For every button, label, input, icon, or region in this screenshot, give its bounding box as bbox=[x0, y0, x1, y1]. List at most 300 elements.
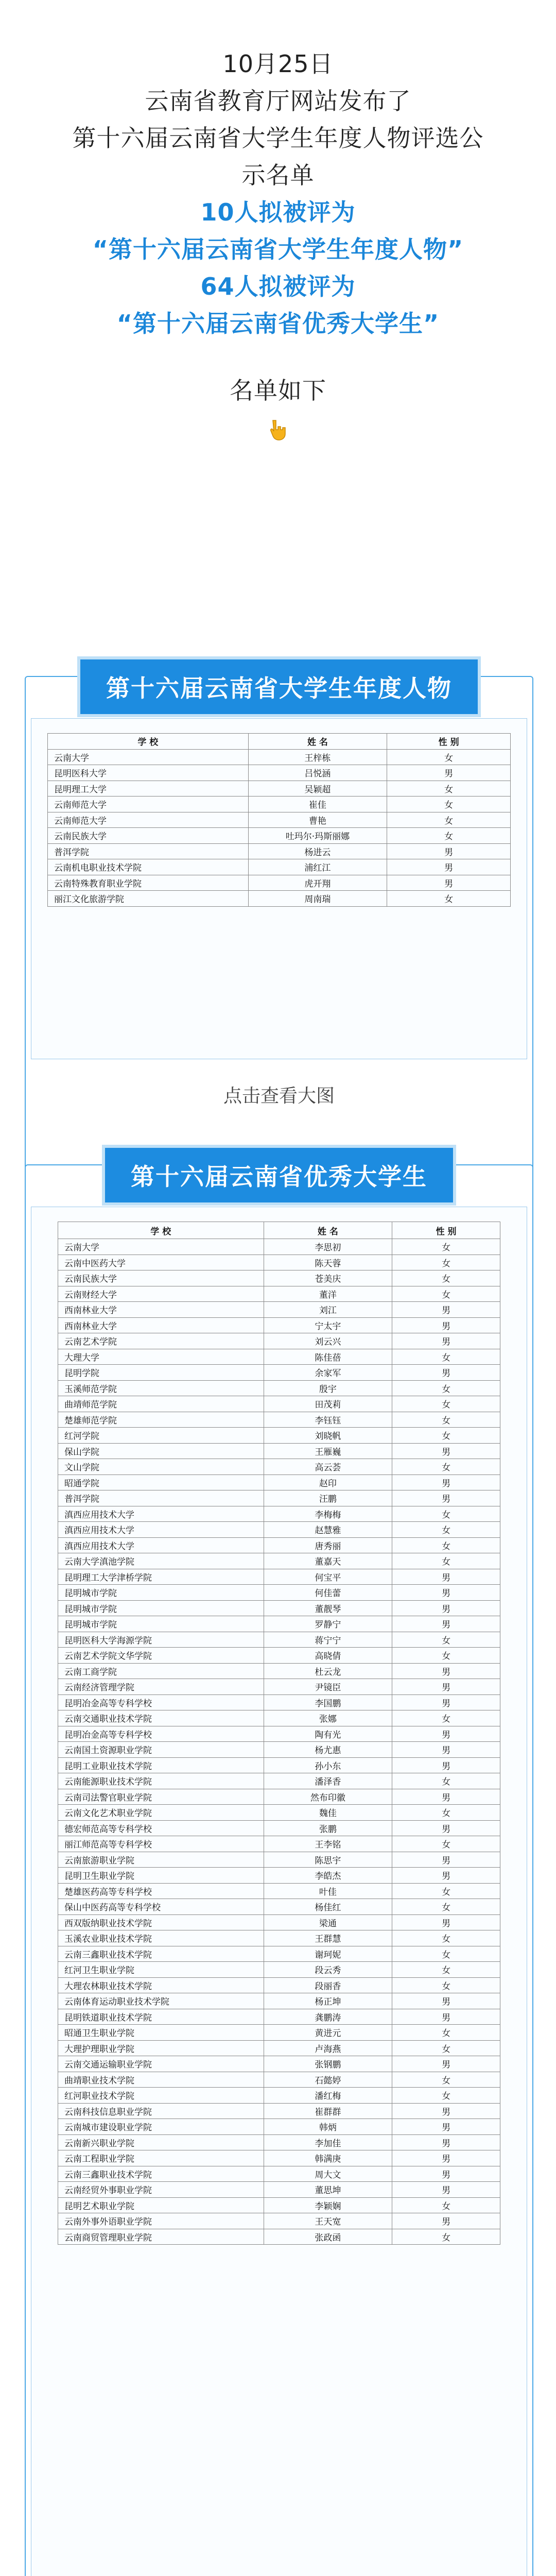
table-row bbox=[58, 1569, 500, 1585]
cell-gender: 女 bbox=[392, 1710, 500, 1726]
col-header-gender: 性 别 bbox=[387, 734, 511, 750]
cell-name: 何佳蕾 bbox=[264, 1585, 392, 1601]
cell-name: 罗静宁 bbox=[264, 1616, 392, 1632]
cell-school: 德宏师范高等专科学校 bbox=[58, 1820, 264, 1836]
table-row bbox=[58, 2072, 500, 2088]
table-row bbox=[58, 1553, 500, 1569]
table-row bbox=[58, 2025, 500, 2041]
cell-school: 丽江文化旅游学院 bbox=[48, 891, 249, 907]
cell-gender: 女 bbox=[392, 1506, 500, 1522]
table-row bbox=[58, 1694, 500, 1710]
cell-name: 田茂莉 bbox=[264, 1396, 392, 1412]
table-row bbox=[48, 749, 511, 765]
annual-figures-card bbox=[25, 676, 533, 1198]
cell-name: 石懿婷 bbox=[264, 2072, 392, 2088]
cell-gender: 男 bbox=[392, 2182, 500, 2198]
table-row bbox=[48, 843, 511, 859]
outstanding-students-title-box bbox=[102, 1145, 456, 1206]
cell-school: 云南交通职业技术学院 bbox=[58, 1710, 264, 1726]
cell-school: 云南艺术学院 bbox=[58, 1333, 264, 1349]
cell-name: 李加佳 bbox=[264, 2134, 392, 2150]
cell-name: 李梅梅 bbox=[264, 1506, 392, 1522]
table-row bbox=[58, 1914, 500, 1930]
cell-gender: 女 bbox=[392, 1459, 500, 1475]
table-row bbox=[48, 796, 511, 812]
table-row bbox=[58, 2088, 500, 2104]
cell-name: 蒋宁宁 bbox=[264, 1632, 392, 1648]
cell-gender: 男 bbox=[392, 1820, 500, 1836]
cell-gender: 女 bbox=[392, 1930, 500, 1946]
cell-gender: 男 bbox=[392, 1600, 500, 1616]
pointing-down-hand-icon bbox=[266, 416, 290, 441]
intro-highlight-1: 10人拟被评为 bbox=[200, 198, 356, 226]
table-row bbox=[58, 1428, 500, 1444]
col-header-name: 姓 名 bbox=[248, 734, 387, 750]
cell-school: 昆明医科大学海源学院 bbox=[58, 1632, 264, 1648]
outstanding-students-card bbox=[25, 1164, 533, 2576]
cell-name: 董思坤 bbox=[264, 2182, 392, 2198]
cell-school: 云南工程职业学院 bbox=[58, 2150, 264, 2166]
cell-school: 楚雄师范学院 bbox=[58, 1412, 264, 1428]
intro-line-1: 云南省教育厅网站发布了 bbox=[145, 87, 411, 115]
col-header-school: 学 校 bbox=[48, 734, 249, 750]
cell-gender: 女 bbox=[392, 1239, 500, 1255]
cell-school: 昆明城市学院 bbox=[58, 1616, 264, 1632]
cell-name: 孙小东 bbox=[264, 1757, 392, 1773]
cell-name: 何宝平 bbox=[264, 1569, 392, 1585]
table-row bbox=[58, 1600, 500, 1616]
cell-gender: 女 bbox=[392, 1412, 500, 1428]
cell-gender: 男 bbox=[392, 2119, 500, 2135]
cell-school: 云南大学 bbox=[48, 749, 249, 765]
cell-gender: 女 bbox=[392, 1632, 500, 1648]
cell-school: 红河学院 bbox=[58, 1428, 264, 1444]
cell-name: 尹镜臣 bbox=[264, 1679, 392, 1695]
table-row bbox=[58, 1522, 500, 1538]
table-row bbox=[58, 1365, 500, 1381]
table-row bbox=[48, 891, 511, 907]
cell-school: 大理护理职业学院 bbox=[58, 2040, 264, 2056]
cell-name: 杨尤惠 bbox=[264, 1742, 392, 1758]
cell-school: 云南艺术学院文华学院 bbox=[58, 1648, 264, 1664]
cell-school: 云南工商学院 bbox=[58, 1663, 264, 1679]
cell-name: 然布印徽 bbox=[264, 1789, 392, 1805]
table-row bbox=[58, 2182, 500, 2198]
cell-name: 韩满庚 bbox=[264, 2150, 392, 2166]
cell-school: 云南体育运动职业技术学院 bbox=[58, 1993, 264, 2009]
cell-gender: 女 bbox=[392, 1553, 500, 1569]
table-row bbox=[48, 812, 511, 828]
cell-school: 云南特殊教育职业学院 bbox=[48, 875, 249, 891]
cell-gender: 男 bbox=[392, 1616, 500, 1632]
cell-gender: 女 bbox=[392, 2197, 500, 2213]
table-row bbox=[58, 1899, 500, 1915]
cell-school: 云南经贸外事职业学院 bbox=[58, 2182, 264, 2198]
cell-name: 张鹏 bbox=[264, 1820, 392, 1836]
table-row bbox=[58, 2197, 500, 2213]
col-header-name: 姓 名 bbox=[264, 1222, 392, 1239]
cell-school: 普洱学院 bbox=[58, 1490, 264, 1506]
cell-gender: 女 bbox=[387, 891, 511, 907]
table-row bbox=[58, 1239, 500, 1255]
col-header-school: 学 校 bbox=[58, 1222, 264, 1239]
cell-gender: 男 bbox=[392, 1852, 500, 1868]
intro-date: 10月25日 bbox=[222, 50, 334, 78]
cell-name: 吴颖超 bbox=[248, 781, 387, 796]
cell-name: 杜云龙 bbox=[264, 1663, 392, 1679]
col-header-gender: 性 别 bbox=[392, 1222, 500, 1239]
cell-school: 昆明冶金高等专科学校 bbox=[58, 1694, 264, 1710]
table-row bbox=[58, 1459, 500, 1475]
cell-name: 李钰钰 bbox=[264, 1412, 392, 1428]
cell-school: 云南师范大学 bbox=[48, 796, 249, 812]
table-row bbox=[58, 2056, 500, 2072]
cell-name: 刘晓帆 bbox=[264, 1428, 392, 1444]
cell-school: 滇西应用技术大学 bbox=[58, 1506, 264, 1522]
cell-gender: 男 bbox=[387, 843, 511, 859]
cell-gender: 女 bbox=[392, 1537, 500, 1553]
cell-gender: 男 bbox=[392, 1365, 500, 1381]
cell-gender: 女 bbox=[392, 1648, 500, 1664]
annual-figures-title: 第十六届云南省大学生年度人物 bbox=[77, 656, 481, 717]
cell-gender: 女 bbox=[392, 1836, 500, 1852]
cell-gender: 女 bbox=[392, 2072, 500, 2088]
cell-school: 云南文化艺术职业学院 bbox=[58, 1805, 264, 1821]
cell-school: 昆明理工大学 bbox=[48, 781, 249, 796]
cell-gender: 男 bbox=[392, 2213, 500, 2229]
cell-school: 云南国土资源职业学院 bbox=[58, 1742, 264, 1758]
cell-gender: 男 bbox=[392, 2166, 500, 2182]
cell-name: 黄进元 bbox=[264, 2025, 392, 2041]
cell-school: 大理大学 bbox=[58, 1349, 264, 1365]
cell-name: 杨佳红 bbox=[264, 1899, 392, 1915]
cell-school: 保山学院 bbox=[58, 1443, 264, 1459]
cell-gender: 男 bbox=[392, 1569, 500, 1585]
table-row bbox=[48, 859, 511, 875]
cell-school: 云南旅游职业学院 bbox=[58, 1852, 264, 1868]
cell-name: 王雁巍 bbox=[264, 1443, 392, 1459]
cell-name: 潘红梅 bbox=[264, 2088, 392, 2104]
intro-highlight-4: “第十六届云南省优秀大学生” bbox=[116, 310, 440, 337]
cell-school: 昆明冶金高等专科学校 bbox=[58, 1726, 264, 1742]
table-row bbox=[58, 2229, 500, 2245]
cell-gender: 男 bbox=[392, 1663, 500, 1679]
cell-name: 梁通 bbox=[264, 1914, 392, 1930]
cell-gender: 女 bbox=[392, 2088, 500, 2104]
outstanding-students-table bbox=[58, 1222, 500, 2245]
cell-name: 王群慧 bbox=[264, 1930, 392, 1946]
cell-name: 张娜 bbox=[264, 1710, 392, 1726]
cell-school: 云南新兴职业学院 bbox=[58, 2134, 264, 2150]
cell-school: 云南三鑫职业技术学院 bbox=[58, 2166, 264, 2182]
cell-gender: 女 bbox=[387, 781, 511, 796]
outstanding-students-image[interactable] bbox=[31, 1207, 527, 2576]
view-large-image-caption[interactable]: 点击查看大图 bbox=[223, 1086, 335, 1107]
cell-school: 云南司法警官职业学院 bbox=[58, 1789, 264, 1805]
cell-gender: 男 bbox=[392, 1490, 500, 1506]
table-row bbox=[58, 2213, 500, 2229]
intro-section bbox=[0, 0, 556, 441]
cell-name: 崔佳 bbox=[248, 796, 387, 812]
cell-school: 滇西应用技术大学 bbox=[58, 1522, 264, 1538]
cell-gender: 男 bbox=[387, 875, 511, 891]
cell-name: 王天宽 bbox=[264, 2213, 392, 2229]
cell-name: 虎开翔 bbox=[248, 875, 387, 891]
table-row bbox=[58, 2119, 500, 2135]
table-row bbox=[58, 1616, 500, 1632]
cell-gender: 男 bbox=[392, 1789, 500, 1805]
cell-gender: 女 bbox=[392, 1962, 500, 1978]
cell-gender: 女 bbox=[392, 1805, 500, 1821]
cell-school: 曲靖师范学院 bbox=[58, 1396, 264, 1412]
table-row bbox=[48, 781, 511, 796]
cell-name: 段云秀 bbox=[264, 1962, 392, 1978]
cell-name: 李国鹏 bbox=[264, 1694, 392, 1710]
table-row bbox=[58, 2009, 500, 2025]
table-row bbox=[58, 1962, 500, 1978]
table-row bbox=[58, 1993, 500, 2009]
table-row bbox=[58, 1757, 500, 1773]
table-row bbox=[48, 875, 511, 891]
cell-school: 昆明艺术职业学院 bbox=[58, 2197, 264, 2213]
cell-name: 高晓倩 bbox=[264, 1648, 392, 1664]
cell-school: 云南商贸管理职业学院 bbox=[58, 2229, 264, 2245]
table-row bbox=[58, 1490, 500, 1506]
cell-school: 玉溪师范学院 bbox=[58, 1380, 264, 1396]
table-row bbox=[58, 2103, 500, 2119]
cell-school: 文山学院 bbox=[58, 1459, 264, 1475]
cell-school: 昆明城市学院 bbox=[58, 1585, 264, 1601]
table-row bbox=[58, 1852, 500, 1868]
table-row bbox=[58, 1412, 500, 1428]
cell-school: 云南科技信息职业学院 bbox=[58, 2103, 264, 2119]
cell-school: 红河卫生职业学院 bbox=[58, 1962, 264, 1978]
cell-name: 刘云兴 bbox=[264, 1333, 392, 1349]
cell-name: 卢海燕 bbox=[264, 2040, 392, 2056]
table-row bbox=[58, 1286, 500, 1302]
list-below-text: 名单如下 bbox=[230, 377, 326, 404]
cell-school: 保山中医药高等专科学校 bbox=[58, 1899, 264, 1915]
table-row bbox=[58, 1255, 500, 1270]
cell-gender: 女 bbox=[392, 1396, 500, 1412]
cell-school: 大理农林职业技术学院 bbox=[58, 1977, 264, 1993]
cell-gender: 男 bbox=[392, 2056, 500, 2072]
table-row bbox=[58, 1789, 500, 1805]
cell-school: 普洱学院 bbox=[48, 843, 249, 859]
table-row bbox=[58, 2150, 500, 2166]
cell-school: 昆明工业职业技术学院 bbox=[58, 1757, 264, 1773]
table-row bbox=[58, 1380, 500, 1396]
cell-name: 陈思宇 bbox=[264, 1852, 392, 1868]
cell-gender: 女 bbox=[392, 1899, 500, 1915]
cell-name: 吐玛尔·玛斯丽娜 bbox=[248, 828, 387, 844]
table-row bbox=[58, 1930, 500, 1946]
cell-school: 云南外事外语职业学院 bbox=[58, 2213, 264, 2229]
table-row bbox=[58, 1475, 500, 1490]
cell-gender: 女 bbox=[392, 1349, 500, 1365]
cell-gender: 女 bbox=[392, 1977, 500, 1993]
cell-name: 余家军 bbox=[264, 1365, 392, 1381]
cell-school: 云南交通运输职业学院 bbox=[58, 2056, 264, 2072]
cell-gender: 女 bbox=[392, 1883, 500, 1899]
cell-school: 云南中医药大学 bbox=[58, 1255, 264, 1270]
cell-name: 汪鹏 bbox=[264, 1490, 392, 1506]
cell-name: 吕悦涵 bbox=[248, 765, 387, 781]
cell-gender: 男 bbox=[392, 1868, 500, 1884]
table-row bbox=[58, 1349, 500, 1365]
cell-gender: 女 bbox=[392, 1946, 500, 1962]
cell-gender: 男 bbox=[392, 1475, 500, 1490]
cell-name: 韩炳 bbox=[264, 2119, 392, 2135]
cell-name: 曹艳 bbox=[248, 812, 387, 828]
table-row bbox=[58, 1742, 500, 1758]
cell-gender: 男 bbox=[392, 2103, 500, 2119]
table-row bbox=[58, 1679, 500, 1695]
intro-line-3: 示名单 bbox=[241, 161, 315, 189]
cell-name: 魏佳 bbox=[264, 1805, 392, 1821]
cell-gender: 男 bbox=[392, 1914, 500, 1930]
cell-gender: 女 bbox=[392, 1773, 500, 1789]
cell-school: 云南三鑫职业技术学院 bbox=[58, 1946, 264, 1962]
table-row bbox=[58, 1805, 500, 1821]
cell-gender: 男 bbox=[392, 2150, 500, 2166]
cell-school: 昭通学院 bbox=[58, 1475, 264, 1490]
cell-school: 云南民族大学 bbox=[48, 828, 249, 844]
table-row bbox=[58, 1726, 500, 1742]
table-row bbox=[58, 1663, 500, 1679]
cell-gender: 男 bbox=[392, 1333, 500, 1349]
cell-name: 陶有光 bbox=[264, 1726, 392, 1742]
cell-school: 昆明铁道职业技术学院 bbox=[58, 2009, 264, 2025]
table-row bbox=[58, 1333, 500, 1349]
cell-gender: 男 bbox=[392, 2134, 500, 2150]
cell-name: 叶佳 bbox=[264, 1883, 392, 1899]
cell-gender: 男 bbox=[392, 2009, 500, 2025]
outstanding-students-title: 第十六届云南省优秀大学生 bbox=[102, 1145, 456, 1206]
cell-school: 云南师范大学 bbox=[48, 812, 249, 828]
cell-name: 赵慧雅 bbox=[264, 1522, 392, 1538]
cell-school: 云南大学 bbox=[58, 1239, 264, 1255]
cell-name: 段丽香 bbox=[264, 1977, 392, 1993]
table-row bbox=[58, 1317, 500, 1333]
cell-name: 王梓栋 bbox=[248, 749, 387, 765]
cell-gender: 女 bbox=[392, 1270, 500, 1286]
annual-figures-image[interactable] bbox=[31, 718, 527, 1059]
table-row bbox=[48, 765, 511, 781]
cell-gender: 男 bbox=[392, 1694, 500, 1710]
cell-gender: 女 bbox=[392, 1428, 500, 1444]
cell-school: 云南城市建设职业学院 bbox=[58, 2119, 264, 2135]
cell-name: 高云荟 bbox=[264, 1459, 392, 1475]
cell-gender: 男 bbox=[392, 1993, 500, 2009]
cell-school: 云南机电职业技术学院 bbox=[48, 859, 249, 875]
table-row bbox=[58, 1537, 500, 1553]
cell-school: 云南能源职业技术学院 bbox=[58, 1773, 264, 1789]
cell-name: 张政函 bbox=[264, 2229, 392, 2245]
cell-gender: 女 bbox=[392, 1522, 500, 1538]
cell-name: 刘江 bbox=[264, 1302, 392, 1318]
table-row bbox=[58, 1648, 500, 1664]
table-row bbox=[58, 2134, 500, 2150]
table-row bbox=[58, 1396, 500, 1412]
cell-gender: 女 bbox=[387, 796, 511, 812]
cell-name: 苍美庆 bbox=[264, 1270, 392, 1286]
cell-name: 浦红江 bbox=[248, 859, 387, 875]
cell-name: 谢珂妮 bbox=[264, 1946, 392, 1962]
cell-gender: 女 bbox=[387, 749, 511, 765]
cell-name: 李皓杰 bbox=[264, 1868, 392, 1884]
cell-name: 陈佳蓓 bbox=[264, 1349, 392, 1365]
cell-gender: 女 bbox=[392, 2025, 500, 2041]
cell-gender: 女 bbox=[387, 828, 511, 844]
cell-school: 曲靖职业技术学院 bbox=[58, 2072, 264, 2088]
cell-school: 云南经济管理学院 bbox=[58, 1679, 264, 1695]
table-row bbox=[58, 1868, 500, 1884]
cell-school: 云南民族大学 bbox=[58, 1270, 264, 1286]
cell-school: 昆明卫生职业学院 bbox=[58, 1868, 264, 1884]
cell-school: 昭通卫生职业学院 bbox=[58, 2025, 264, 2041]
table-row bbox=[58, 1270, 500, 1286]
cell-school: 昆明理工大学津桥学院 bbox=[58, 1569, 264, 1585]
cell-school: 滇西应用技术大学 bbox=[58, 1537, 264, 1553]
cell-gender: 女 bbox=[387, 812, 511, 828]
cell-name: 王李铭 bbox=[264, 1836, 392, 1852]
cell-name: 潘泽香 bbox=[264, 1773, 392, 1789]
table-row bbox=[58, 2040, 500, 2056]
cell-school: 玉溪农业职业技术学院 bbox=[58, 1930, 264, 1946]
intro-highlight-3: 64人拟被评为 bbox=[200, 273, 356, 300]
cell-school: 西南林业大学 bbox=[58, 1317, 264, 1333]
cell-gender: 女 bbox=[392, 2040, 500, 2056]
cell-gender: 男 bbox=[392, 1757, 500, 1773]
table-row bbox=[58, 2166, 500, 2182]
table-row bbox=[58, 1302, 500, 1318]
cell-school: 西双版纳职业技术学院 bbox=[58, 1914, 264, 1930]
table-row bbox=[58, 1773, 500, 1789]
cell-name: 董洋 bbox=[264, 1286, 392, 1302]
table-row bbox=[58, 1632, 500, 1648]
cell-name: 李颖娴 bbox=[264, 2197, 392, 2213]
cell-gender: 男 bbox=[387, 765, 511, 781]
table-row bbox=[58, 1946, 500, 1962]
cell-name: 董靓琴 bbox=[264, 1600, 392, 1616]
cell-name: 殷宇 bbox=[264, 1380, 392, 1396]
cell-school: 西南林业大学 bbox=[58, 1302, 264, 1318]
cell-gender: 男 bbox=[392, 1317, 500, 1333]
cell-school: 丽江师范高等专科学校 bbox=[58, 1836, 264, 1852]
cell-gender: 女 bbox=[392, 1255, 500, 1270]
cell-name: 陈天蓉 bbox=[264, 1255, 392, 1270]
cell-name: 张钢鹏 bbox=[264, 2056, 392, 2072]
intro-line-2: 第十六届云南省大学生年度人物评选公 bbox=[72, 124, 484, 152]
cell-school: 云南大学滇池学院 bbox=[58, 1553, 264, 1569]
table-row bbox=[58, 1506, 500, 1522]
intro-highlight-2: “第十六届云南省大学生年度人物” bbox=[92, 235, 464, 263]
cell-name: 周大文 bbox=[264, 2166, 392, 2182]
cell-name: 李思初 bbox=[264, 1239, 392, 1255]
cell-gender: 男 bbox=[387, 859, 511, 875]
cell-gender: 男 bbox=[392, 1443, 500, 1459]
table-row bbox=[58, 1710, 500, 1726]
cell-school: 云南财经大学 bbox=[58, 1286, 264, 1302]
table-row bbox=[58, 1883, 500, 1899]
cell-gender: 男 bbox=[392, 1742, 500, 1758]
cell-name: 赵印 bbox=[264, 1475, 392, 1490]
cell-name: 崔群群 bbox=[264, 2103, 392, 2119]
cell-gender: 男 bbox=[392, 1679, 500, 1695]
cell-name: 唐秀丽 bbox=[264, 1537, 392, 1553]
cell-school: 昆明学院 bbox=[58, 1365, 264, 1381]
